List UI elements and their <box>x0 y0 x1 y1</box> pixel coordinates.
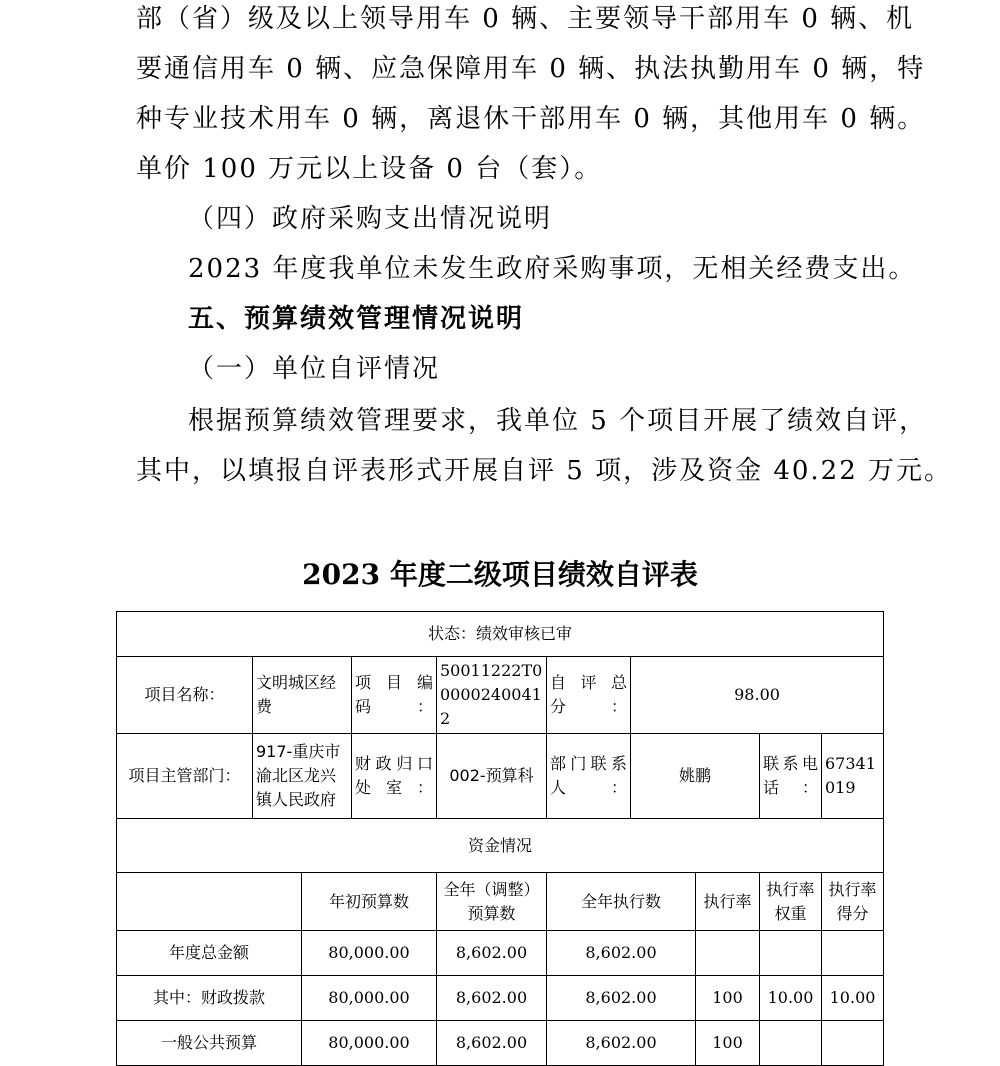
rate-cell: 100 <box>696 976 760 1021</box>
initial-budget-cell: 80,000.00 <box>302 976 437 1021</box>
status-cell: 状态：绩效审核已审 <box>117 612 884 657</box>
contact-label: 部门联系人： <box>547 734 631 819</box>
score-label: 自评总分： <box>547 657 631 734</box>
adjusted-budget-cell: 8,602.00 <box>437 931 547 976</box>
section-heading-performance: 五、预算绩效管理情况说明 <box>188 304 525 334</box>
executed-cell: 8,602.00 <box>547 931 696 976</box>
initial-budget-cell: 80,000.00 <box>302 1021 437 1066</box>
status-row <box>117 612 884 657</box>
column-header-rate-score: 执行率得分 <box>822 873 884 931</box>
paragraph-line-procurement: 2023 年度我单位未发生政府采购事项，无相关经费支出。 <box>188 254 917 284</box>
evaluation-table <box>116 611 884 1066</box>
column-header-rate: 执行率 <box>696 873 760 931</box>
executed-cell: 8,602.00 <box>547 1021 696 1066</box>
finance-office-label: 财政归口处室： <box>352 734 437 819</box>
adjusted-budget-cell: 8,602.00 <box>437 976 547 1021</box>
paragraph-line-evaluation-1: 根据预算绩效管理要求，我单位 5 个项目开展了绩效自评， <box>188 406 928 436</box>
initial-budget-cell: 80,000.00 <box>302 931 437 976</box>
department-row <box>117 734 884 819</box>
phone-value: 67341019 <box>822 734 884 819</box>
project-name-label: 项目名称： <box>117 657 253 734</box>
funds-header-row <box>117 819 884 873</box>
row-label: 其中：财政拨款 <box>117 976 302 1021</box>
section-heading-self-evaluation: （一）单位自评情况 <box>188 354 441 384</box>
project-code-label: 项目编码： <box>352 657 437 734</box>
project-name-value: 文明城区经费 <box>253 657 352 734</box>
paragraph-line-evaluation-2: 其中，以填报自评表形式开展自评 5 项，涉及资金 40.22 万元。 <box>136 456 953 486</box>
paragraph-line-4: 单价 100 万元以上设备 0 台（套）。 <box>136 154 603 184</box>
table-row <box>117 1021 884 1066</box>
funds-header: 资金情况 <box>117 819 884 873</box>
column-header-blank <box>117 873 302 931</box>
department-value: 917-重庆市渝北区龙兴镇人民政府 <box>253 734 352 819</box>
paragraph-line-3: 种专业技术用车 0 辆，离退休干部用车 0 辆，其他用车 0 辆。 <box>136 104 926 134</box>
rate-weight-cell <box>760 1021 822 1066</box>
project-code-value: 50011222T000002400412 <box>437 657 547 734</box>
table-row <box>117 931 884 976</box>
phone-label: 联系电话： <box>760 734 822 819</box>
section-heading-procurement: （四）政府采购支出情况说明 <box>188 204 553 234</box>
column-header-executed: 全年执行数 <box>547 873 696 931</box>
column-header-row <box>117 873 884 931</box>
department-label: 项目主管部门： <box>117 734 253 819</box>
rate-weight-cell <box>760 931 822 976</box>
row-label: 一般公共预算 <box>117 1021 302 1066</box>
rate-score-cell <box>822 1021 884 1066</box>
column-header-rate-weight: 执行率权重 <box>760 873 822 931</box>
rate-score-cell <box>822 931 884 976</box>
adjusted-budget-cell: 8,602.00 <box>437 1021 547 1066</box>
column-header-adjusted-budget: 全年（调整）预算数 <box>437 873 547 931</box>
paragraph-line-2: 要通信用车 0 辆、应急保障用车 0 辆、执法执勤用车 0 辆，特 <box>136 54 926 84</box>
contact-value: 姚鹏 <box>631 734 760 819</box>
paragraph-line-1: 部（省）级及以上领导用车 0 辆、主要领导干部用车 0 辆、机 <box>136 4 915 34</box>
rate-score-cell: 10.00 <box>822 976 884 1021</box>
score-value: 98.00 <box>631 657 884 734</box>
project-row <box>117 657 884 734</box>
table-title: 2023 年度二级项目绩效自评表 <box>302 558 698 591</box>
rate-weight-cell: 10.00 <box>760 976 822 1021</box>
row-label: 年度总金额 <box>117 931 302 976</box>
table-row <box>117 976 884 1021</box>
finance-office-value: 002-预算科 <box>437 734 547 819</box>
executed-cell: 8,602.00 <box>547 976 696 1021</box>
column-header-initial-budget: 年初预算数 <box>302 873 437 931</box>
rate-cell: 100 <box>696 1021 760 1066</box>
rate-cell <box>696 931 760 976</box>
